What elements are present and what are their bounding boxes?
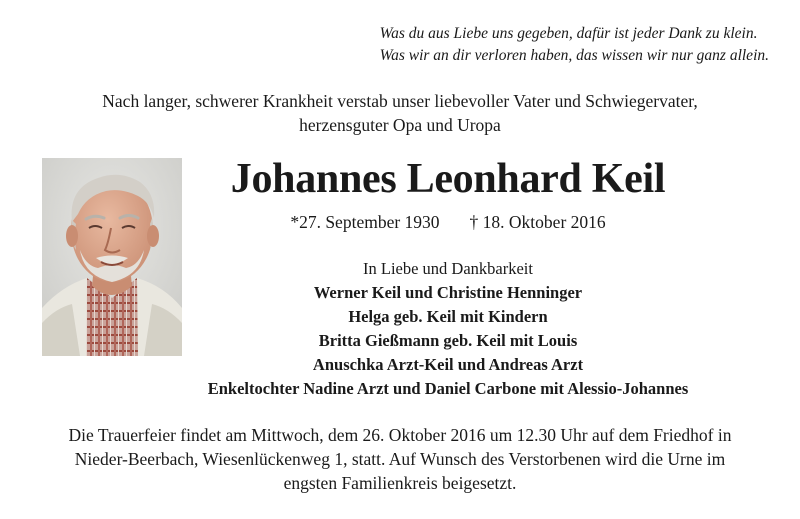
funeral-service-info: [30, 423, 770, 495]
mourner-name: Werner Keil und Christine Henninger: [313, 283, 583, 302]
mourner-name: Britta Gießmann geb. Keil mit Louis: [318, 331, 578, 350]
intro-line-2: herzensguter Opa und Uropa: [299, 115, 501, 135]
death-date: † 18. Oktober 2016: [469, 212, 606, 232]
intro-text: [0, 89, 800, 137]
deceased-name: Johannes Leonhard Keil: [230, 156, 666, 202]
birth-date: *27. September 1930: [290, 212, 440, 232]
mourner-name: Helga geb. Keil mit Kindern: [348, 307, 548, 326]
life-dates: [200, 211, 696, 233]
service-line-2: Nieder-Beerbach, Wiesenlückenweg 1, statt. Auf Wunsch des Verstorbenen wird die Urne im: [74, 449, 726, 469]
service-line-1: Die Trauerfeier findet am Mittwoch, dem 26. Oktober 2016 um 12.30 Uhr auf dem Friedhof in: [68, 425, 732, 445]
quote-line-1: Was du aus Liebe uns gegeben, dafür ist jeder Dank zu klein.: [379, 25, 758, 42]
quote-line-2: Was wir an dir verloren haben, das wissen wir nur ganz allein.: [379, 47, 769, 64]
mourners-lead: In Liebe und Dankbarkeit: [363, 259, 533, 278]
memorial-quote: [380, 23, 769, 67]
service-line-3: engsten Familienkreis beigesetzt.: [283, 473, 517, 493]
mourner-name: Anuschka Arzt-Keil und Andreas Arzt: [312, 355, 584, 374]
mourner-name: Enkeltochter Nadine Arzt und Daniel Carbone mit Alessio-Johannes: [207, 379, 689, 398]
intro-line-1: Nach langer, schwerer Krankheit verstab unser liebevoller Vater und Schwiegervater,: [102, 91, 698, 111]
mourners-list: [150, 257, 746, 401]
